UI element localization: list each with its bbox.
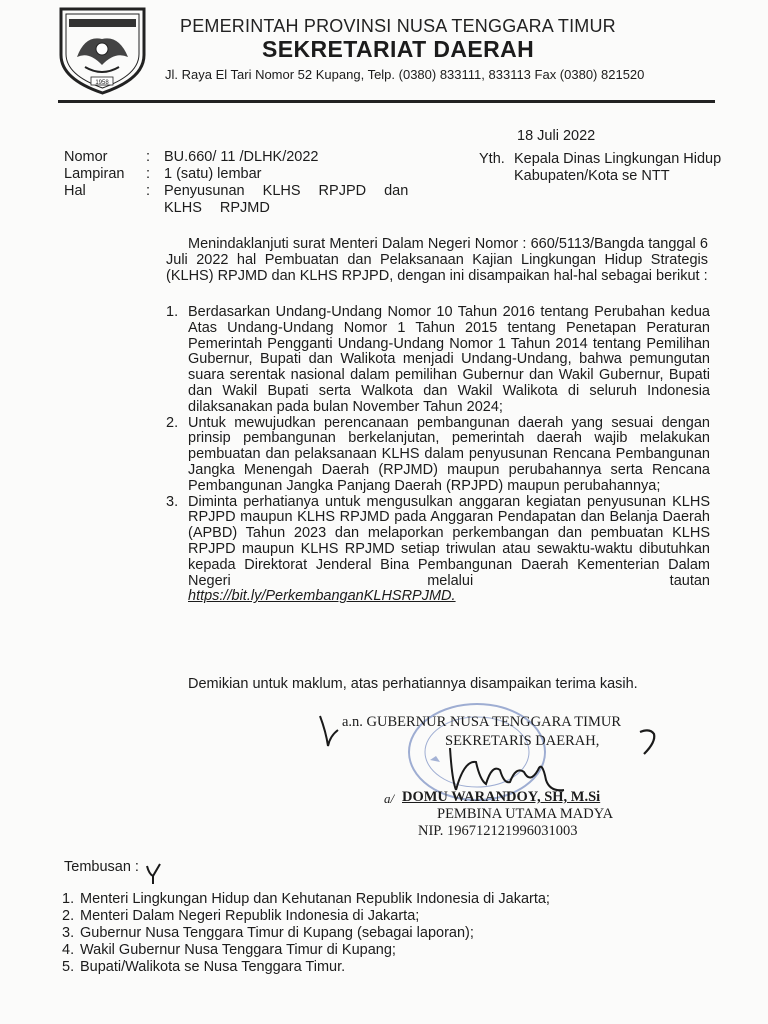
list-item — [62, 891, 550, 908]
cc-title: Tembusan : — [64, 859, 139, 875]
opening-paragraph: Menindaklanjuti surat Menteri Dalam Negeri Nomor : 660/5113/Bangda tanggal 6 Juli 2022 hal Pembuatan dan Pelaksanaan Kajian Lingkungan Hidup Strategis (KLHS) RPJMD dan KLHS RPJPD, dengan ini disampaikan hal-hal sebagai berikut : — [166, 236, 708, 284]
list-item — [62, 908, 550, 925]
cc-item: Gubernur Nusa Tenggara Timur di Kupang (sebagai laporan); — [80, 925, 474, 941]
list-item-number: 2. — [166, 414, 179, 431]
list-item-number: 3. — [166, 493, 179, 510]
letterhead-divider — [58, 100, 715, 103]
list-item-number: 4. — [62, 942, 75, 958]
meta-colon: : — [146, 166, 151, 182]
meta-colon: : — [146, 149, 151, 165]
recipient-line: Kepala Dinas Lingkungan Hidup — [514, 151, 722, 167]
report-link[interactable]: https://bit.ly/PerkembanganKLHSRPJMD. — [188, 588, 456, 605]
provincial-emblem-icon — [55, 5, 150, 95]
list-item-text: Diminta perhatianya untuk mengusulkan anggaran kegiatan penyusunan KLHS RPJPD maupun KLHS RPJMD pada Anggaran Pendapatan dan Belanja Daerah (APBD) Tahun 2023 dan melaporkan perkembangan dan pembuatan KLHS RPJPD maupun KLHS RPJMD setiap triwulan atau sewaktu-waktu dibutuhkan kepada Direktorat Jenderal Bina Pembangunan Daerah Kementerian Dalam Negeri melalui tautan — [188, 493, 710, 589]
list-item-number: 1. — [166, 304, 179, 320]
paraf-mark-icon — [636, 726, 662, 758]
meta-value-lampiran: 1 (satu) lembar — [164, 166, 262, 182]
recipient-block — [514, 151, 721, 185]
list-item-text: Untuk mewujudkan perencanaan pembangunan daerah yang sesuai dengan prinsip pembangunan berkelanjutan, pemerintah daerah wajib melakukan pembuatan dan pelaksanaan KLHS dalam penyusunan Rencana Pembangunan Jangka Menengah Daerah (RPJMD) maupun perubahannya serta Rencana Pembangunan Jangka Panjang Daerah (RPJPD) maupun perubahannya; — [188, 414, 710, 494]
points-list — [166, 305, 710, 605]
cc-item: Wakil Gubernur Nusa Tenggara Timur di Kupang; — [80, 942, 396, 958]
signature-title: a.n. GUBERNUR NUSA TENGGARA TIMUR — [342, 714, 622, 730]
letterhead-address: Jl. Raya El Tari Nomor 52 Kupang, Telp. (0380) 833111, 833113 Fax (0380) 821520 — [165, 67, 645, 82]
cc-list — [62, 891, 550, 976]
list-item — [62, 942, 550, 959]
list-item — [166, 416, 710, 495]
signatory-rank: PEMBINA UTAMA MADYA — [437, 806, 614, 822]
meta-value-hal: Penyusunan KLHS RPJPD dan KLHS RPJMD — [164, 183, 409, 216]
cc-checkmark-icon — [144, 862, 164, 886]
letter-date: 18 Juli 2022 — [517, 128, 596, 144]
list-item — [62, 925, 550, 942]
signatory-name: DOMU WARANDOY, SH, M.Si — [402, 789, 601, 805]
letterhead-office: SEKRETARIAT DAERAH — [262, 36, 535, 62]
recipient-line: Kabupaten/Kota se NTT — [514, 168, 670, 184]
signature-initial: a/ — [384, 791, 395, 806]
signature-position: SEKRETARIS DAERAH, — [445, 733, 600, 749]
list-item-number: 3. — [62, 925, 75, 941]
cc-item: Bupati/Walikota se Nusa Tenggara Timur. — [80, 959, 346, 975]
list-item-text: Berdasarkan Undang-Undang Nomor 10 Tahun 2016 tentang Perubahan kedua Atas Undang-Undang Nomor 1 Tahun 2015 tentang Penetapan Peraturan Pemerintah Pengganti Undang-Undang Nomor 1 Tahun 2014 tentang Pemilihan Gubernur, Bupati dan Walikota menjadi Undang-Undang, bahwa pemungutan suara serentak nasional dalam pemilihan Gubernur dan Wakil Gubernur, Bupati dan Wakil Bupati serta Walkota dan Wakil Walikota di seluruh Indonesia dilaksanakan pada bulan November Tahun 2024; — [188, 304, 710, 415]
emblem-year: 1958 — [95, 80, 109, 86]
list-item-number: 5. — [62, 959, 75, 975]
meta-label-lampiran: Lampiran — [64, 166, 125, 182]
meta-value-nomor: BU.660/ 11 /DLHK/2022 — [164, 149, 319, 165]
list-item-number: 2. — [62, 908, 75, 924]
cc-item: Menteri Dalam Negeri Republik Indonesia di Jakarta; — [80, 908, 420, 924]
meta-label-hal: Hal — [64, 183, 86, 199]
list-item — [166, 305, 710, 416]
recipient-prefix: Yth. — [479, 151, 505, 167]
meta-label-nomor: Nomor — [64, 149, 108, 165]
letterhead-province: PEMERINTAH PROVINSI NUSA TENGGARA TIMUR — [180, 16, 616, 36]
signatory-nip: NIP. 196712121996031003 — [418, 823, 578, 839]
cc-item: Menteri Lingkungan Hidup dan Kehutanan Republik Indonesia di Jakarta; — [80, 891, 550, 907]
list-item — [62, 959, 550, 976]
list-item-body — [188, 495, 710, 606]
closing-text: Demikian untuk maklum, atas perhatiannya disampaikan terima kasih. — [188, 676, 638, 692]
meta-colon: : — [146, 183, 151, 199]
list-item-number: 1. — [62, 891, 75, 907]
list-item — [166, 495, 710, 606]
